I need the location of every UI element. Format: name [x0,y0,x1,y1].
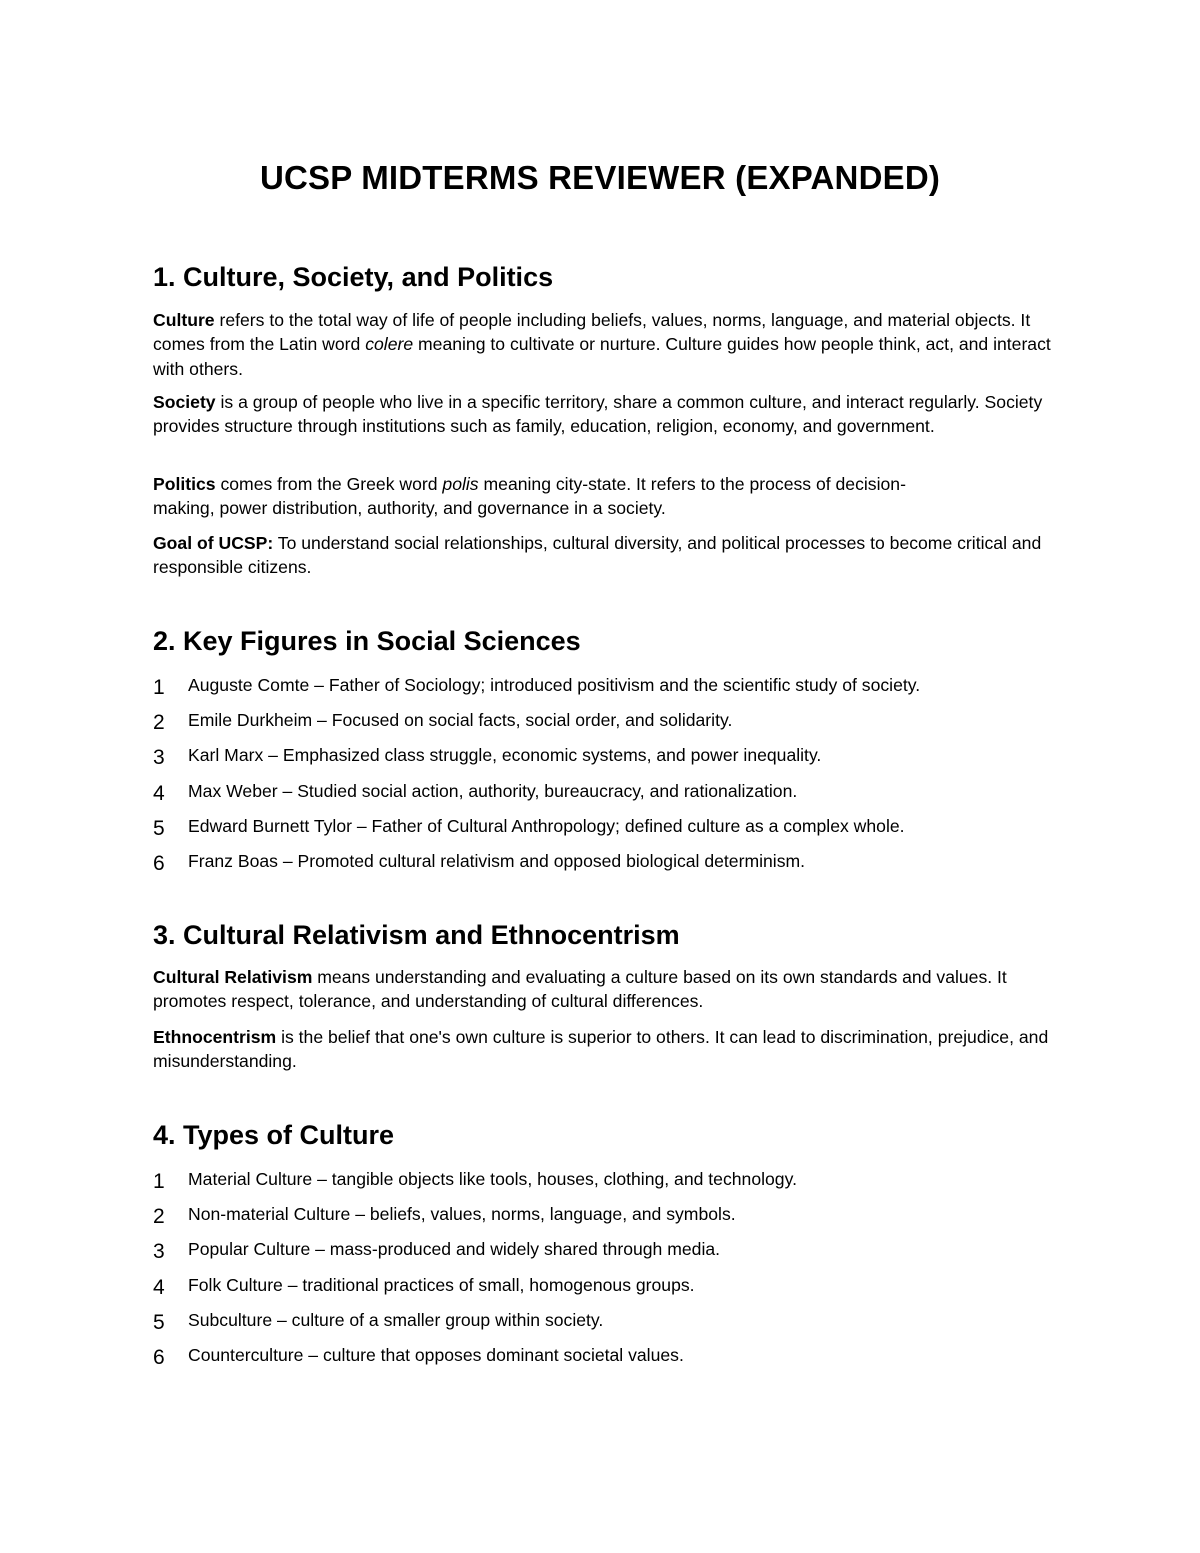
cultural-relativism-term: Cultural Relativism [153,967,313,987]
list-item [153,1201,1053,1231]
list-item [153,1307,1053,1337]
list-item-number: 6 [153,852,165,875]
section-3-heading: 3. Cultural Relativism and Ethnocentrism [153,920,680,950]
colere-word: colere [365,334,414,355]
society-definition [153,390,1053,439]
society-term: Society [153,392,216,412]
list-item [153,1342,1053,1372]
list-item [153,1272,1053,1302]
culture-text-a: refers to the total way of life of people including beliefs, values, norms, language, and material objects. It comes from the Latin word [153,310,1031,355]
ethnocentrism-text: is the belief that one's own culture is superior to others. It can lead to discrimination, prejudice, and misunderstanding. [153,1027,1049,1072]
section-4-heading: 4. Types of Culture [153,1120,395,1150]
goal-text: To understand social relationships, cultural diversity, and political processes to become critical and responsible citizens. [153,533,1042,578]
politics-text-a: comes from the Greek word [215,474,443,494]
ethnocentrism-definition [153,1025,1053,1074]
list-item-number: 2 [153,711,165,734]
list-item-text: Subculture – culture of a smaller group within society. [188,1310,604,1330]
list-item-text: Counterculture – culture that opposes dominant societal values. [188,1345,684,1365]
list-item [153,813,1053,843]
list-item-text: Non-material Culture – beliefs, values, norms, language, and symbols. [188,1204,736,1224]
list-item-number: 4 [153,782,165,805]
list-item-number: 1 [153,1170,165,1193]
list-item-number: 3 [153,746,165,769]
list-item-number: 4 [153,1276,165,1299]
cultural-relativism-definition [153,965,1053,1014]
politics-definition [153,472,933,521]
list-item-number: 3 [153,1240,165,1263]
list-item [153,778,1053,808]
society-text: is a group of people who live in a specific territory, share a common culture, and interact regularly. Society provides structure through institutions such as family, education, religion, economy, and government. [153,392,1043,437]
list-item [153,848,1053,878]
list-item [153,742,1053,772]
list-item-text: Max Weber – Studied social action, authority, bureaucracy, and rationalization. [188,781,798,801]
list-item-text: Karl Marx – Emphasized class struggle, economic systems, and power inequality. [188,745,822,765]
list-item-text: Auguste Comte – Father of Sociology; introduced positivism and the scientific study of society. [188,675,921,695]
list-item-text: Franz Boas – Promoted cultural relativism and opposed biological determinism. [188,851,806,871]
ethnocentrism-term: Ethnocentrism [153,1027,277,1047]
list-item [153,672,1053,702]
list-item-number: 5 [153,817,165,840]
culture-text-b: meaning to cultivate or nurture. Culture guides how people think, act, and interact with others. [153,334,1051,379]
cultural-relativism-text: means understanding and evaluating a culture based on its own standards and values. It promotes respect, tolerance, and understanding of cultural differences. [153,967,1007,1012]
list-item-text: Emile Durkheim – Focused on social facts, social order, and solidarity. [188,710,733,730]
ucsp-goal [153,531,1053,580]
section-1-heading: 1. Culture, Society, and Politics [153,262,554,292]
list-item-number: 6 [153,1346,165,1369]
list-item-number: 5 [153,1311,165,1334]
list-item [153,1236,1053,1266]
list-item-text: Edward Burnett Tylor – Father of Cultural Anthropology; defined culture as a complex whole. [188,816,905,836]
list-item-number: 2 [153,1205,165,1228]
politics-text-b: meaning city-state. It refers to the process of decision-making, power distribution, authority, and governance in a society. [153,474,906,519]
list-item-text: Popular Culture – mass-produced and widely shared through media. [188,1239,721,1259]
culture-definition [153,308,1053,381]
list-item [153,707,1053,737]
list-item-text: Material Culture – tangible objects like tools, houses, clothing, and technology. [188,1169,797,1189]
polis-word: polis [442,474,479,494]
politics-term: Politics [153,474,216,494]
goal-term: Goal of UCSP: [153,533,274,553]
list-item-text: Folk Culture – traditional practices of small, homogenous groups. [188,1275,695,1295]
culture-term: Culture [153,310,215,330]
section-2-heading: 2. Key Figures in Social Sciences [153,626,581,656]
list-item [153,1166,1053,1196]
document-title: UCSP MIDTERMS REVIEWER (EXPANDED) [259,159,941,196]
list-item-number: 1 [153,676,165,699]
